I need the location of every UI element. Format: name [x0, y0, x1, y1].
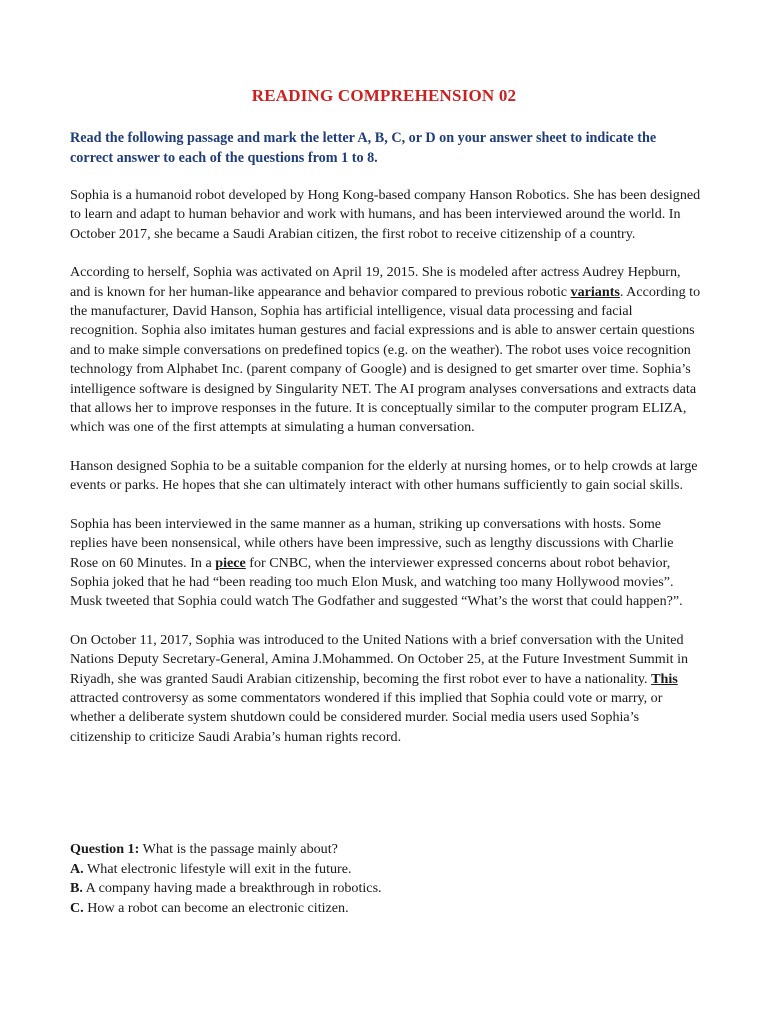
- highlighted-term-piece: piece: [215, 554, 246, 571]
- option-letter: B.: [70, 880, 83, 896]
- paragraph-text: On October 11, 2017, Sophia was introduced to the United Nations with a brief conversation with the United Nations Deputy Secretary-General, Amina J.Mohammed. On October 25, at the Future Investment Summit in Riyadh, she was granted Saudi Arabian citizenship, becoming the first robot ever to have a nationality.: [70, 631, 689, 687]
- question-text: What is the passage mainly about?: [139, 841, 338, 857]
- option-letter: A.: [70, 860, 84, 877]
- paragraph-text: According to herself, Sophia was activated on April 19, 2015. She is modeled after actress Audrey Hepburn, and is known for her human-like appearance and behavior compared to previous robotic: [70, 264, 681, 300]
- option-text: What electronic lifestyle will exit in the future.: [83, 860, 352, 877]
- answer-option-b[interactable]: [70, 879, 702, 899]
- passage-paragraph-4: [70, 515, 702, 612]
- passage-paragraph-1: Sophia is a humanoid robot developed by Hong Kong-based company Hanson Robotics. She has been designed to learn and adapt to human behavior and work with humans, and has been interviewed around the world. In October 2017, she became a Saudi Arabian citizen, the first robot to receive citizenship of a country.: [70, 187, 701, 242]
- passage-paragraph-2: [70, 263, 702, 438]
- answer-option-c[interactable]: [70, 899, 702, 919]
- paragraph-text: Sophia has been interviewed in the same manner as a human, striking up conversations with hosts. Some replies have been nonsensical, while others have been impressive, such as lengthy discussions with Charlie Rose on 60 Minutes. In a: [70, 515, 674, 571]
- question-1: [70, 840, 702, 918]
- highlighted-term-this: This: [651, 670, 678, 687]
- question-stem: [70, 840, 702, 860]
- answer-option-a[interactable]: [70, 860, 702, 880]
- passage-paragraph-5: [70, 631, 702, 747]
- passage: [70, 186, 702, 747]
- paragraph-text: for CNBC, when the interviewer expressed concerns about robot behavior, Sophia joked that he had “been reading too much Elon Musk, and watching too many Hollywood movies”. Musk tweeted that Sophia could watch The Godfather and suggested “What’s the worst that could happen?”.: [70, 554, 683, 610]
- question-label: Question 1:: [70, 841, 140, 857]
- option-letter: C.: [70, 899, 84, 916]
- passage-paragraph-3: Hanson designed Sophia to be a suitable companion for the elderly at nursing homes, or to help crowds at large events or parks. He hopes that she can ultimately interact with other humans sufficiently to gain social skills.: [70, 457, 698, 494]
- paragraph-text: . According to the manufacturer, David Hanson, Sophia has artificial intelligence, visual data processing and facial recognition. Sophia also imitates human gestures and facial expressions and is able to answer certain questions and to make simple conversations on predefined topics (e.g. on the weather). The robot uses voice recognition technology from Alphabet Inc. (parent company of Google) and is designed to get smarter over time. Sophia’s intelligence software is designed by Singularity NET. The AI program analyses conversations and extracts data that allows her to improve responses in the future. It is conceptually similar to the computer program ELIZA, which was one of the first attempts at simulating a human conversation.: [70, 283, 701, 436]
- option-text: How a robot can become an electronic citizen.: [83, 899, 349, 916]
- highlighted-term-variants: variants: [570, 283, 620, 300]
- option-text: A company having made a breakthrough in robotics.: [82, 880, 382, 896]
- paragraph-text: attracted controversy as some commentators wondered if this implied that Sophia could vote or marry, or whether a deliberate system shutdown could be considered murder. Social media users used Sophia’s citizenship to criticize Saudi Arabia’s human rights record.: [70, 689, 663, 745]
- page-title: READING COMPREHENSION 02: [251, 86, 517, 105]
- instructions: Read the following passage and mark the letter A, B, C, or D on your answer sheet to indicate the correct answer to each of the questions from 1 to 8.: [70, 130, 657, 166]
